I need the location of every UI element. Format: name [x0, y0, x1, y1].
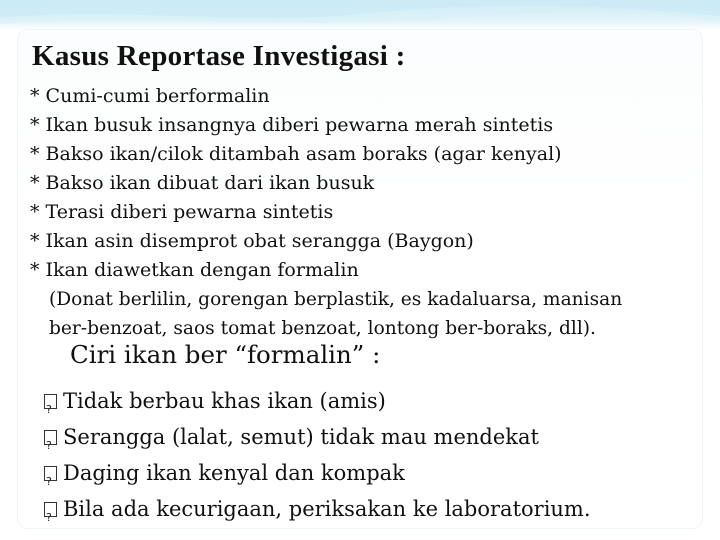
list-item: * Cumi-cumi berformalin [30, 85, 270, 107]
section-subtitle: Ciri ikan ber “formalin” : [70, 340, 381, 369]
list-item: * Bakso ikan dibuat dari ikan busuk [30, 172, 375, 194]
missing-glyph-icon [44, 502, 57, 517]
bullet-text: Bila ada kecurigaan, periksakan ke laboratorium. [63, 497, 591, 521]
top-decorative-band [0, 0, 720, 30]
list-item: * Terasi diberi pewarna sintetis [30, 201, 334, 223]
list-item: * Ikan diawetkan dengan formalin [30, 259, 359, 281]
bullet-item [44, 419, 591, 455]
list-item-continuation: ber-benzoat, saos tomat benzoat, lontong ber-boraks, dll). [49, 318, 596, 339]
missing-glyph-icon [44, 430, 57, 445]
bullet-item [44, 383, 591, 419]
missing-glyph-icon [44, 466, 57, 481]
bullet-item [44, 455, 591, 491]
wave-decoration [0, 0, 720, 30]
characteristics-list [44, 383, 591, 527]
list-item: * Ikan asin disemprot obat serangga (Baygon) [30, 230, 474, 252]
list-item-continuation: (Donat berlilin, gorengan berplastik, es kadaluarsa, manisan [49, 289, 623, 310]
slide-title: Kasus Reportase Investigasi : [32, 40, 406, 72]
case-list [30, 82, 700, 343]
list-item: * Ikan busuk insangnya diberi pewarna merah sintetis [30, 114, 554, 136]
missing-glyph-icon [44, 394, 57, 409]
bullet-item [44, 491, 591, 527]
bullet-text: Tidak berbau khas ikan (amis) [63, 389, 386, 413]
bullet-text: Serangga (lalat, semut) tidak mau mendekat [63, 425, 539, 449]
list-item: * Bakso ikan/cilok ditambah asam boraks (agar kenyal) [30, 143, 562, 165]
bullet-text: Daging ikan kenyal dan kompak [63, 461, 405, 485]
